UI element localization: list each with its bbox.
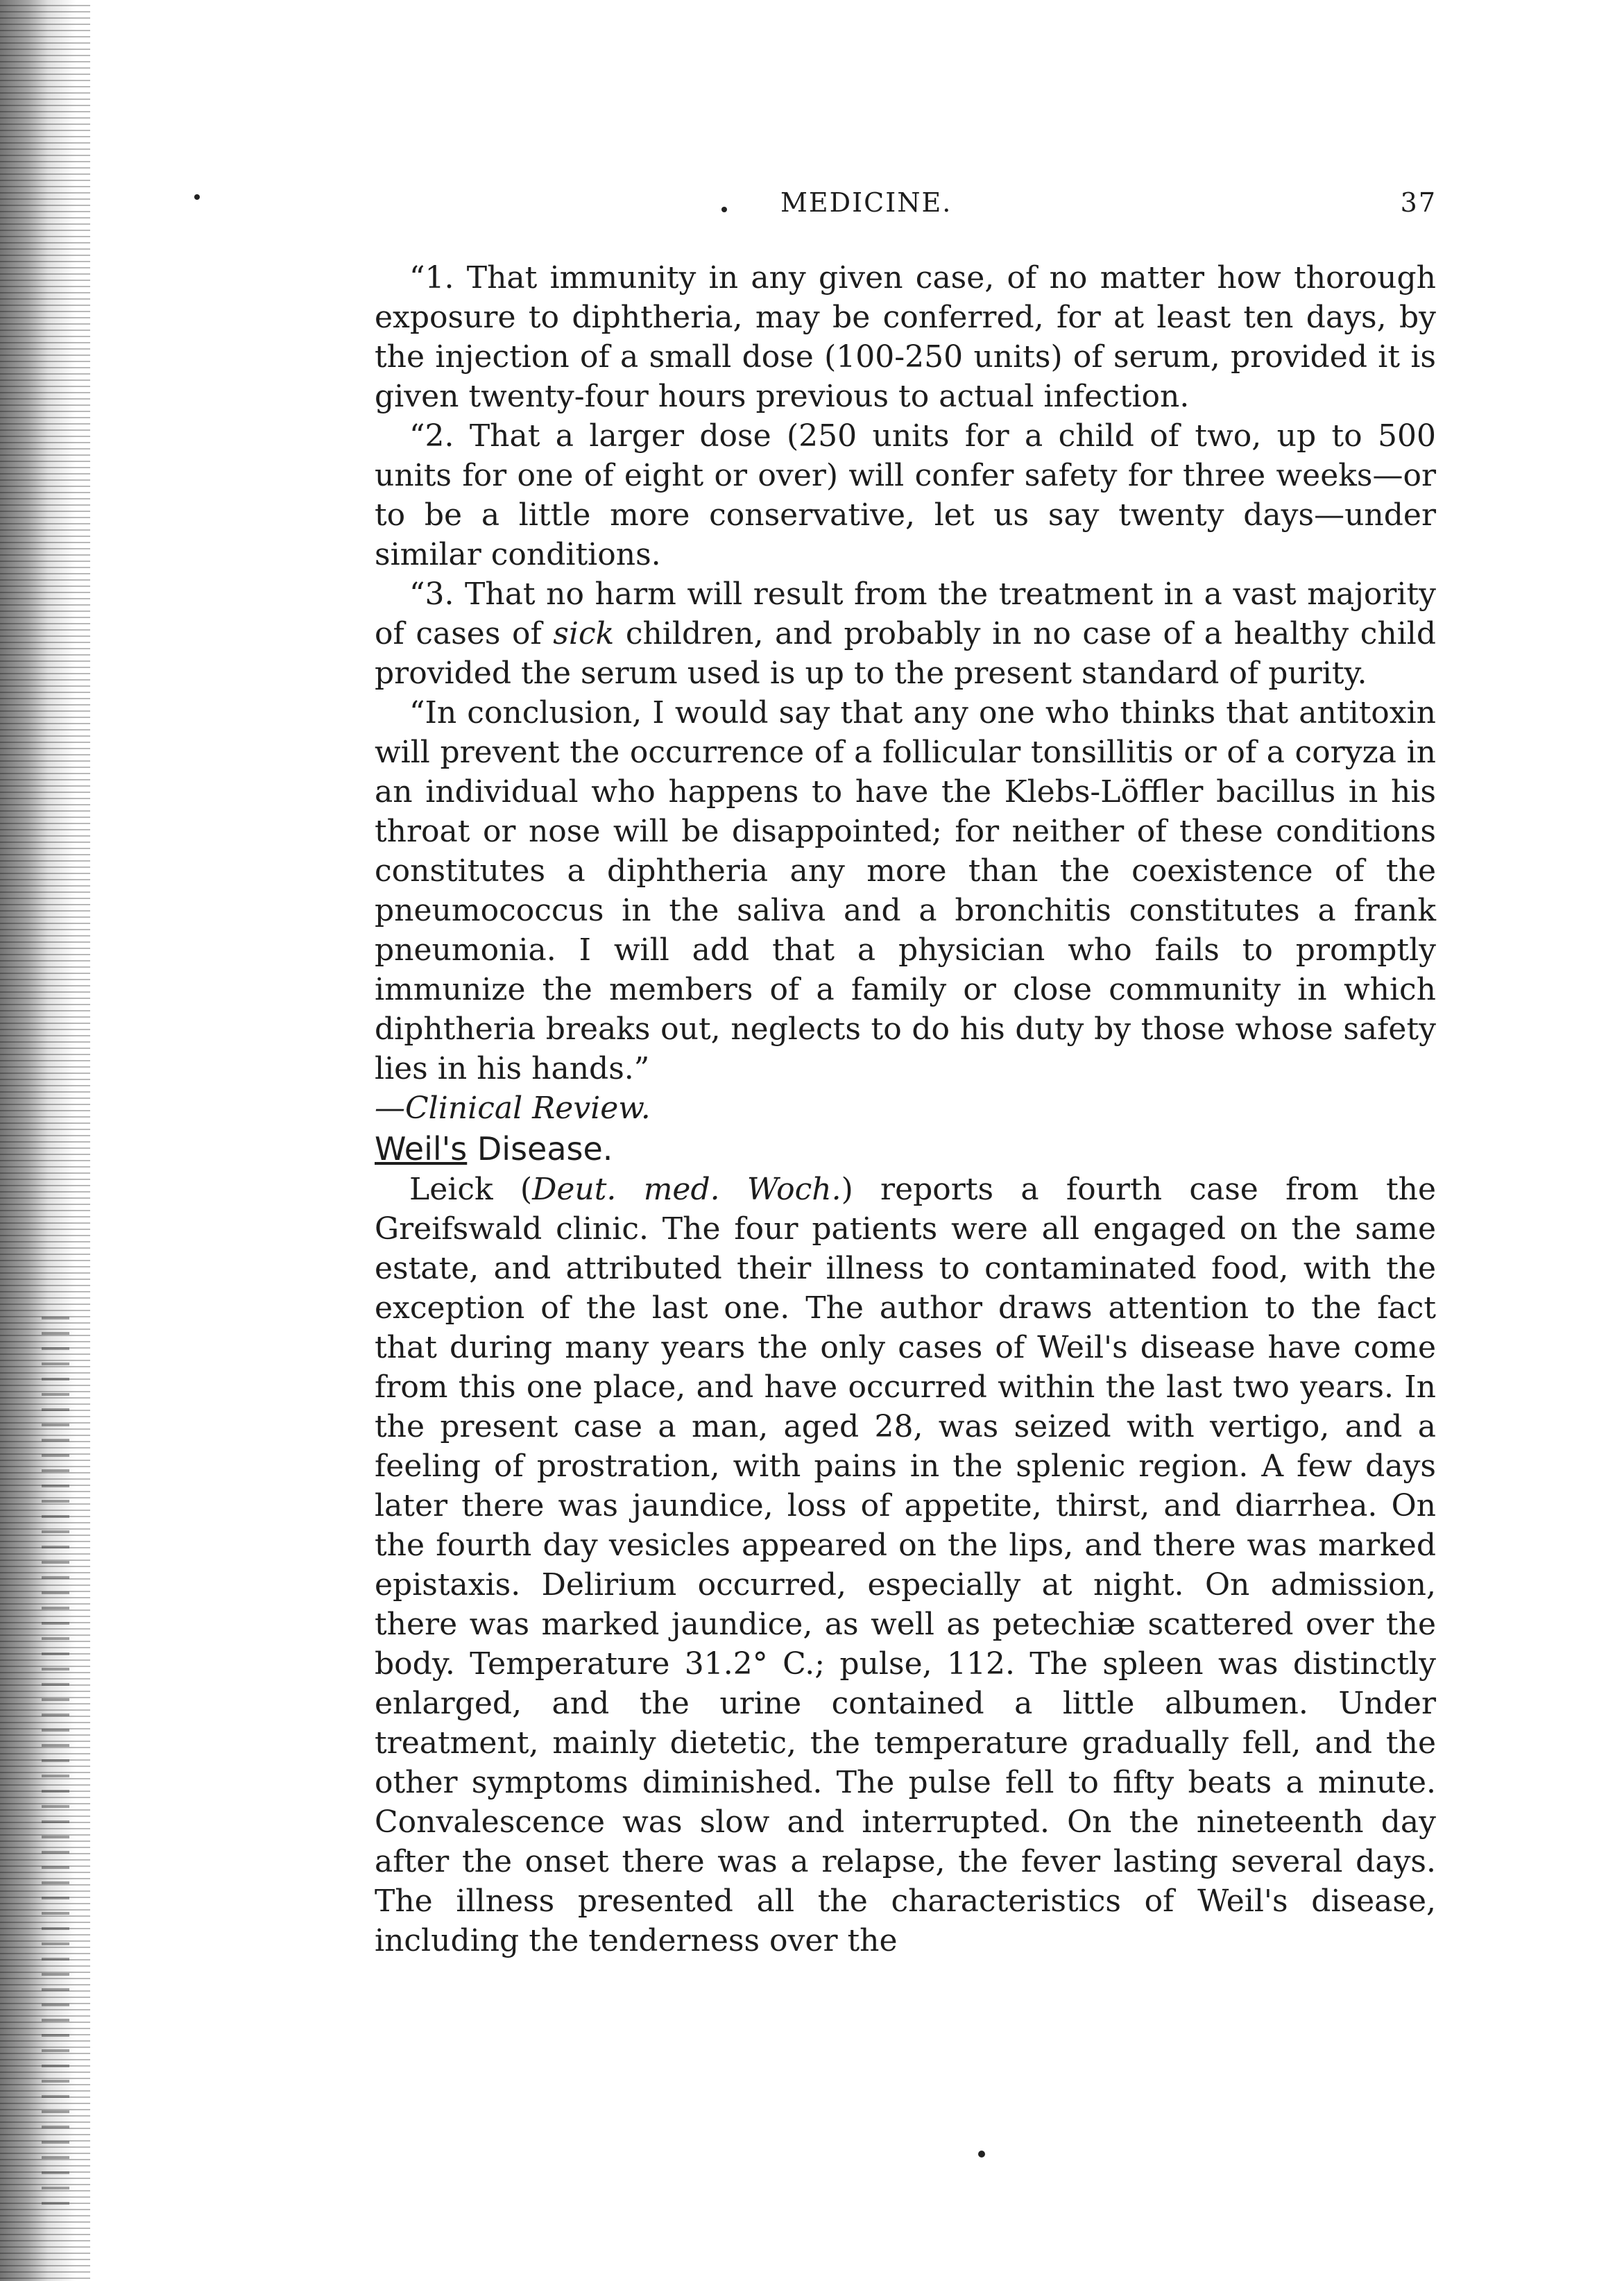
text-run: Leick (	[409, 1172, 533, 1207]
journal-name: Deut. med. Woch.	[532, 1172, 841, 1207]
emphasis: sick	[553, 616, 615, 651]
paragraph-conclusion: “In conclusion, I would say that any one who thinks that antitoxin will prevent the occurrence of a follicular tonsillitis or of a coryza in an individual who happens to have the Klebs-Löffler bacillus in his throat or nose will be disappointed; for neither of these conditions constitutes a diphtheria any more than the coexistence of the pneumococcus in the saliva and a bronchitis constitutes a frank pneumonia. I will add that a physician who fails to promptly immunize the members of a family or close community in which diphtheria breaks out, neglects to do his duty by those whose safety lies in his hands.”	[375, 695, 1436, 1086]
speck	[978, 2151, 985, 2158]
paragraph-weils-disease	[375, 1170, 1436, 1960]
page-binding-marks	[42, 1304, 69, 2206]
heading-underlined: Weil's	[375, 1130, 468, 1168]
page-number: 37	[1400, 187, 1437, 218]
paragraph-immunity-2: “2. That a larger dose (250 units for a child of two, up to 500 units for one of eight or over) will confer safety for three weeks—or to be a little more conservative, let us say twenty days—under similar conditions.	[375, 418, 1436, 572]
speck	[194, 194, 200, 200]
text-run: “3. That no harm will result from the treatment in a vast majority of cases of	[375, 576, 1436, 651]
citation	[375, 1088, 1436, 1128]
running-header	[375, 187, 1437, 229]
page-body	[375, 258, 1436, 1960]
section-heading	[375, 1128, 1436, 1170]
text-run: children, and probably in no case of a healthy child provided the serum used is up to the present standard of purity.	[375, 616, 1436, 691]
header-title: MEDICINE.	[780, 187, 952, 218]
paragraph-immunity-1: “1. That immunity in any given case, of no matter how thorough exposure to diphtheria, may be conferred, for at least ten days, by the injection of a small dose (100-250 units) of serum, provided it is given twenty-four hours previous to actual infection.	[375, 260, 1436, 414]
heading-rest: Disease.	[467, 1130, 613, 1168]
citation-text: —Clinical Review.	[375, 1091, 651, 1126]
paragraph-immunity-3	[375, 574, 1436, 693]
text-run: ) reports a fourth case from the Greifswald clinic. The four patients were all engaged on the same estate, and attributed their illness to contaminated food, with the exception of the last one. The author draws attention to the fact that during many years the only cases of Weil's disease have come from this one place, and have occurred within the last two years. In the present case a man, aged 28, was seized with vertigo, and a feeling of prostration, with pains in the splenic region. A few days later there was jaundice, loss of appetite, thirst, and diarrhea. On the fourth day vesicles appeared on the lips, and there was marked epistaxis. Delirium occurred, especially at night. On admission, there was marked jaundice, as well as petechiæ scattered over the body. Temperature 31.2° C.; pulse, 112. The spleen was distinctly enlarged, and the urine contained a little albumen. Under treatment, mainly dietetic, the temperature gradually fell, and the other symptoms diminished. The pulse fell to fifty beats a minute. Convalescence was slow and interrupted. On the nineteenth day after the onset there was a relapse, the fever lasting several days. The illness presented all the characteristics of Weil's disease, including the tenderness over the	[375, 1172, 1437, 1958]
